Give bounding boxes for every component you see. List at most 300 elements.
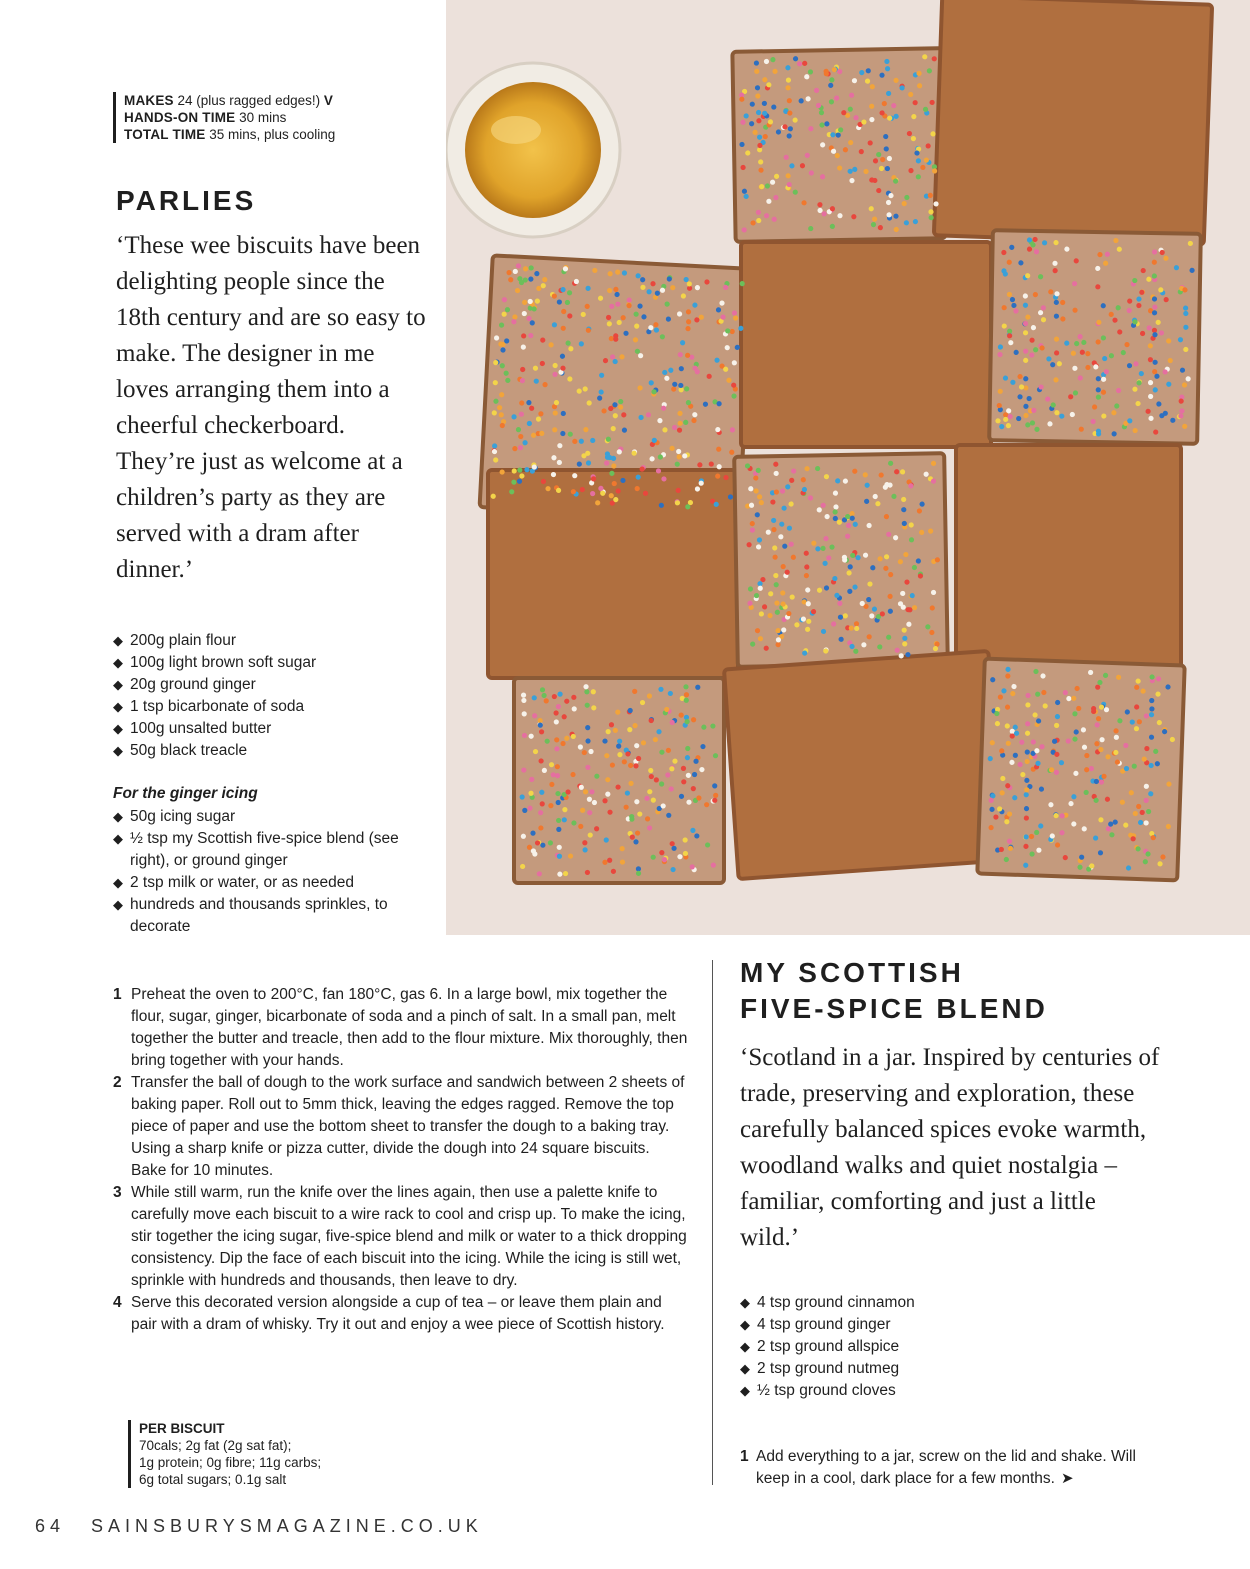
sprinkle xyxy=(538,810,543,815)
sprinkle xyxy=(630,835,635,840)
sprinkle xyxy=(556,818,561,823)
sprinkle xyxy=(649,718,654,723)
sprinkle xyxy=(647,789,652,794)
sprinkle xyxy=(615,784,620,789)
sprinkle xyxy=(607,810,612,815)
sprinkle xyxy=(578,824,583,829)
sprinkle xyxy=(585,870,590,875)
sprinkle xyxy=(664,707,669,712)
sprinkle xyxy=(693,759,698,764)
sprinkle xyxy=(636,866,641,871)
ingredient-text: 50g black treacle xyxy=(130,742,248,759)
sprinkle xyxy=(594,774,599,779)
sprinkle xyxy=(532,713,537,718)
ingredients-list xyxy=(113,630,433,762)
sprinkle xyxy=(651,798,656,803)
ingredient-text: 2 tsp ground allspice xyxy=(757,1338,900,1355)
sprinkle xyxy=(656,729,661,734)
ingredient-item xyxy=(740,1358,1040,1380)
sprinkle xyxy=(548,803,553,808)
sprinkle xyxy=(685,746,690,751)
sprinkle xyxy=(672,759,677,764)
sprinkle xyxy=(533,749,538,754)
sprinkle xyxy=(666,813,671,818)
icing-ingredients-list xyxy=(113,806,423,938)
sprinkle xyxy=(522,711,527,716)
sprinkle xyxy=(628,763,633,768)
sprinkle xyxy=(602,798,607,803)
recipe-meta xyxy=(113,92,335,143)
sprinkle xyxy=(583,789,588,794)
nutrition-line: 70cals; 2g fat (2g sat fat); xyxy=(139,1438,292,1453)
sprinkle xyxy=(637,811,642,816)
page-number: 64 xyxy=(35,1516,66,1536)
hands-on-label: HANDS-ON TIME xyxy=(124,110,236,125)
sprinkle xyxy=(683,837,688,842)
blend-method-list xyxy=(740,1446,1160,1490)
sprinkle xyxy=(677,854,682,859)
sprinkle xyxy=(635,830,640,835)
method-list xyxy=(113,984,688,1336)
sprinkle xyxy=(556,827,561,832)
step-number: 1 xyxy=(113,986,122,1003)
website-link[interactable]: SAINSBURYSMAGAZINE.CO.UK xyxy=(91,1516,483,1536)
sprinkle xyxy=(620,846,625,851)
plain-biscuit xyxy=(956,445,1181,670)
total-time-value: 35 mins, plus cooling xyxy=(205,127,336,142)
ingredient-item xyxy=(113,630,433,652)
sprinkle xyxy=(560,741,565,746)
sprinkle xyxy=(644,796,649,801)
nutrition-info xyxy=(128,1420,321,1488)
iced-biscuit xyxy=(734,453,948,667)
sprinkle xyxy=(554,719,559,724)
sprinkle xyxy=(584,689,589,694)
ingredient-item xyxy=(113,696,433,718)
sprinkle xyxy=(604,753,609,758)
bullet-diamond-icon: ◆ xyxy=(740,1339,750,1354)
bullet-diamond-icon: ◆ xyxy=(113,743,123,758)
sprinkle xyxy=(537,871,542,876)
sprinkle xyxy=(544,698,549,703)
bullet-diamond-icon: ◆ xyxy=(113,831,123,846)
sprinkle xyxy=(552,694,557,699)
sprinkle xyxy=(701,725,706,730)
sprinkle xyxy=(556,704,561,709)
bullet-diamond-icon: ◆ xyxy=(113,633,123,648)
sprinkle xyxy=(562,817,567,822)
sprinkle xyxy=(529,734,534,739)
sprinkle xyxy=(684,698,689,703)
ingredient-text: hundreds and thousands sprinkles, to decorate xyxy=(130,896,388,935)
sprinkle xyxy=(542,693,547,698)
recipe-intro: ‘These wee biscuits have been delighting people since the 18th century and are so easy to make. The designer in me loves arranging them into a cheerful checkerboard. They’re just as welcome at a children’s party as they are served with a dram after dinner.’ xyxy=(116,232,426,583)
bullet-diamond-icon: ◆ xyxy=(113,897,123,912)
sprinkle xyxy=(520,864,525,869)
step-text: While still warm, run the knife over the lines again, then use a palette knife to carefully move each biscuit to a wire rack to cool and crisp up. To make the icing, stir together the icing sugar, five-spice blend and milk or water to a thick dropping consistency. Dip the face of each biscuit into the icing. While the icing is still wet, sprinkle with hundreds and thousands, then leave to dry. xyxy=(131,1184,687,1289)
sprinkle xyxy=(538,718,543,723)
sprinkle xyxy=(606,729,611,734)
bullet-diamond-icon: ◆ xyxy=(113,721,123,736)
sprinkle xyxy=(627,727,632,732)
sprinkle xyxy=(622,759,627,764)
sprinkle xyxy=(588,749,593,754)
sprinkle xyxy=(521,693,526,698)
nutrition-line: 1g protein; 0g fibre; 11g carbs; xyxy=(139,1455,322,1470)
sprinkle xyxy=(557,854,562,859)
sprinkle xyxy=(679,712,684,717)
sprinkle xyxy=(662,857,667,862)
total-time-line xyxy=(124,126,335,143)
sprinkle xyxy=(690,864,695,869)
bullet-diamond-icon: ◆ xyxy=(740,1383,750,1398)
plain-biscuit xyxy=(934,0,1212,245)
sprinkle xyxy=(587,797,592,802)
sprinkle xyxy=(602,738,607,743)
hands-on-value: 30 mins xyxy=(235,110,287,125)
sprinkle xyxy=(628,781,633,786)
sprinkle xyxy=(604,837,609,842)
sprinkle xyxy=(570,772,575,777)
ingredient-item xyxy=(113,872,423,894)
sprinkle xyxy=(620,859,625,864)
ingredient-item xyxy=(113,718,433,740)
step-text: Add everything to a jar, screw on the lid and shake. Will keep in a cool, dark place for a few months. xyxy=(756,1448,1136,1487)
step-text: Preheat the oven to 200°C, fan 180°C, gas 6. In a large bowl, mix together the flour, sugar, ginger, bicarbonate of soda and a pinch of salt. In a small pan, melt together the butter and treacle, then add to the flour mixture. Mix thoroughly, then bring together with your hands. xyxy=(131,986,688,1069)
sprinkle xyxy=(527,806,532,811)
bullet-diamond-icon: ◆ xyxy=(740,1317,750,1332)
blend-ingredients-list xyxy=(740,1292,1040,1402)
sprinkle xyxy=(585,725,590,730)
step-number: 1 xyxy=(740,1448,749,1465)
sprinkle xyxy=(684,692,689,697)
sprinkle xyxy=(613,728,618,733)
sprinkle xyxy=(571,734,576,739)
ingredient-text: 100g light brown soft sugar xyxy=(130,654,317,671)
sprinkle xyxy=(591,705,596,710)
sprinkle xyxy=(538,723,543,728)
sprinkle xyxy=(704,802,709,807)
sprinkle xyxy=(636,871,641,876)
sprinkle xyxy=(538,825,543,830)
sprinkle xyxy=(679,794,684,799)
nutrition-line: 6g total sugars; 0.1g salt xyxy=(139,1472,287,1487)
sprinkle xyxy=(540,801,545,806)
sprinkle xyxy=(648,768,653,773)
sprinkle xyxy=(695,685,700,690)
step-text: Transfer the ball of dough to the work surface and sandwich between 2 sheets of baking paper. Roll out to 5mm thick, leaving the edges ragged. Remove the top piece of paper and use the bottom sheet to transfer the dough to a baking tray. Using a sharp knife or pizza cutter, divide the dough into 24 square biscuits. Bake for 10 minutes. xyxy=(131,1074,685,1179)
sprinkle xyxy=(521,767,526,772)
bullet-diamond-icon: ◆ xyxy=(113,875,123,890)
sprinkle xyxy=(554,746,559,751)
sprinkle xyxy=(624,805,629,810)
sprinkle xyxy=(532,695,537,700)
sprinkle xyxy=(633,763,638,768)
iced-biscuit xyxy=(514,678,724,883)
sprinkle xyxy=(521,834,526,839)
sprinkle xyxy=(540,687,545,692)
sprinkle xyxy=(522,733,527,738)
sprinkle xyxy=(562,714,567,719)
ingredient-item xyxy=(113,894,423,938)
biscuits-photo xyxy=(446,0,1250,935)
bullet-diamond-icon: ◆ xyxy=(740,1295,750,1310)
sprinkle xyxy=(692,772,697,777)
sprinkle xyxy=(605,792,610,797)
sprinkle xyxy=(579,785,584,790)
sprinkle xyxy=(530,831,535,836)
sprinkle xyxy=(556,800,561,805)
sprinkle xyxy=(554,737,559,742)
sprinkle xyxy=(551,772,556,777)
sprinkle xyxy=(554,710,559,715)
sprinkle xyxy=(636,756,641,761)
sprinkle xyxy=(583,847,588,852)
makes-value: 24 (plus ragged edges!) xyxy=(173,93,324,108)
method-step xyxy=(113,1072,688,1182)
sprinkle xyxy=(549,762,554,767)
sprinkle xyxy=(658,687,663,692)
bullet-diamond-icon: ◆ xyxy=(113,655,123,670)
sprinkle xyxy=(617,739,622,744)
sprinkle xyxy=(585,765,590,770)
step-number: 2 xyxy=(113,1074,122,1091)
sprinkle xyxy=(640,700,645,705)
sprinkle xyxy=(555,773,560,778)
sprinkle xyxy=(557,692,562,697)
sprinkle xyxy=(634,799,639,804)
sprinkle xyxy=(699,767,704,772)
method-step xyxy=(113,984,688,1072)
continue-arrow-icon: ➤ xyxy=(1060,1470,1074,1487)
sprinkle xyxy=(607,858,612,863)
sprinkle xyxy=(691,786,696,791)
sprinkle xyxy=(683,851,688,856)
sprinkle xyxy=(670,867,675,872)
sprinkle xyxy=(583,684,588,689)
sprinkle xyxy=(669,786,674,791)
step-text: Serve this decorated version alongside a cup of tea – or leave them plain and pair with a dram of whisky. Try it out and enjoy a wee piece of Scottish history. xyxy=(131,1294,665,1333)
sprinkle xyxy=(671,846,676,851)
sprinkle xyxy=(527,845,532,850)
sprinkle xyxy=(705,842,710,847)
sprinkle xyxy=(594,826,599,831)
sprinkle xyxy=(685,755,690,760)
sprinkle xyxy=(568,853,573,858)
step-number: 3 xyxy=(113,1184,122,1201)
sprinkle xyxy=(696,795,701,800)
ingredient-item xyxy=(740,1314,1040,1336)
ingredient-item xyxy=(113,806,423,828)
sprinkle xyxy=(585,738,590,743)
sprinkle xyxy=(659,781,664,786)
blend-intro: ‘Scotland in a jar. Inspired by centuries of trade, preserving and exploration, these carefully balanced spices evoke warmth, woodland walks and quiet nostalgia – familiar, comforting and just a little wild.’ xyxy=(740,1044,1160,1251)
icing-heading: For the ginger icing xyxy=(113,785,258,802)
sprinkle xyxy=(647,825,652,830)
sprinkle xyxy=(691,717,696,722)
sprinkle xyxy=(681,766,686,771)
sprinkle xyxy=(661,803,666,808)
sprinkle xyxy=(582,750,587,755)
sprinkle xyxy=(539,790,544,795)
sprinkle xyxy=(632,723,637,728)
sprinkle xyxy=(540,843,545,848)
sprinkle xyxy=(690,828,695,833)
bullet-diamond-icon: ◆ xyxy=(113,809,123,824)
method-step xyxy=(113,1182,688,1292)
sprinkle xyxy=(659,850,664,855)
sprinkle xyxy=(602,860,607,865)
sprinkle xyxy=(712,798,717,803)
sprinkle xyxy=(685,719,690,724)
ingredient-text: ½ tsp ground cloves xyxy=(757,1382,896,1399)
ingredient-item xyxy=(740,1336,1040,1358)
sprinkle xyxy=(654,777,659,782)
sprinkle xyxy=(625,751,630,756)
ingredient-text: 200g plain flour xyxy=(130,632,236,649)
vegetarian-badge: V xyxy=(323,93,334,108)
sprinkle xyxy=(564,699,569,704)
sprinkle xyxy=(610,762,615,767)
sprinkle xyxy=(549,782,554,787)
sprinkle xyxy=(659,750,664,755)
sprinkle xyxy=(605,777,610,782)
sprinkle xyxy=(670,841,675,846)
sprinkle xyxy=(539,729,544,734)
sprinkle xyxy=(651,855,656,860)
blend-title xyxy=(740,955,1160,1027)
ingredient-item xyxy=(740,1292,1040,1314)
sprinkle xyxy=(712,783,717,788)
plain-biscuit xyxy=(724,651,1003,879)
makes-line xyxy=(124,92,335,109)
sprinkle xyxy=(589,789,594,794)
ingredient-text: 4 tsp ground ginger xyxy=(757,1316,891,1333)
page-footer xyxy=(35,1516,483,1537)
sprinkle xyxy=(557,845,562,850)
ingredient-text: 50g icing sugar xyxy=(130,808,236,825)
sprinkle xyxy=(641,740,646,745)
sprinkle xyxy=(611,869,616,874)
sprinkle xyxy=(666,748,671,753)
ingredient-text: ½ tsp my Scottish five-spice blend (see right), or ground ginger xyxy=(130,830,399,869)
ingredient-text: 100g unsalted butter xyxy=(130,720,272,737)
sprinkle xyxy=(572,706,577,711)
sprinkle xyxy=(528,791,533,796)
sprinkle xyxy=(531,848,536,853)
sprinkle xyxy=(628,708,633,713)
sprinkle xyxy=(591,689,596,694)
column-divider xyxy=(712,960,713,1485)
sprinkle xyxy=(710,723,715,728)
sprinkle xyxy=(669,766,674,771)
sprinkle xyxy=(649,774,654,779)
ingredient-item xyxy=(113,828,423,872)
sprinkle xyxy=(564,736,569,741)
ingredient-text: 2 tsp milk or water, or as needed xyxy=(130,874,355,891)
sprinkle xyxy=(625,790,630,795)
sprinkle xyxy=(580,808,585,813)
sprinkle xyxy=(535,840,540,845)
ingredient-text: 20g ground ginger xyxy=(130,676,256,693)
sprinkle xyxy=(521,698,526,703)
sprinkle xyxy=(542,768,547,773)
sprinkle xyxy=(520,794,525,799)
sprinkle xyxy=(592,800,597,805)
sprinkle xyxy=(629,817,634,822)
bullet-diamond-icon: ◆ xyxy=(113,677,123,692)
sprinkle xyxy=(616,744,621,749)
ingredient-text: 4 tsp ground cinnamon xyxy=(757,1294,915,1311)
biscuits-illustration xyxy=(446,0,1250,935)
ingredient-item xyxy=(740,1380,1040,1402)
sprinkle xyxy=(632,689,637,694)
makes-label: MAKES xyxy=(124,93,174,108)
sprinkle xyxy=(615,710,620,715)
sprinkle xyxy=(713,793,718,798)
sprinkle xyxy=(694,833,699,838)
sprinkle xyxy=(700,744,705,749)
bullet-diamond-icon: ◆ xyxy=(740,1361,750,1376)
sprinkle xyxy=(713,753,718,758)
sprinkle xyxy=(683,684,688,689)
step-number: 4 xyxy=(113,1294,122,1311)
sprinkle xyxy=(647,693,652,698)
sprinkle xyxy=(522,808,527,813)
sprinkle xyxy=(557,872,562,877)
blend-title-line: MY SCOTTISH xyxy=(740,957,964,988)
sprinkle xyxy=(609,722,614,727)
sprinkle xyxy=(686,773,691,778)
sprinkle xyxy=(548,840,553,845)
sprinkle xyxy=(645,816,650,821)
ingredient-item xyxy=(113,740,433,762)
ingredient-text: 2 tsp ground nutmeg xyxy=(757,1360,900,1377)
sprinkle xyxy=(545,739,550,744)
method-step xyxy=(740,1446,1160,1490)
sprinkle xyxy=(562,807,567,812)
sprinkle xyxy=(555,791,560,796)
sprinkle xyxy=(588,832,593,837)
sprinkle xyxy=(585,703,590,708)
plain-biscuit xyxy=(741,242,991,447)
sprinkle xyxy=(582,840,587,845)
sprinkle xyxy=(633,839,638,844)
ingredient-text: 1 tsp bicarbonate of soda xyxy=(130,698,305,715)
sprinkle xyxy=(529,777,534,782)
sprinkle xyxy=(617,752,622,757)
sprinkle xyxy=(565,789,570,794)
whisky-glass xyxy=(446,63,620,237)
nutrition-heading: PER BISCUIT xyxy=(139,1421,225,1436)
ingredient-item xyxy=(113,652,433,674)
ingredient-item xyxy=(113,674,433,696)
sprinkle xyxy=(665,772,670,777)
sprinkle xyxy=(571,695,576,700)
recipe-title: PARLIES xyxy=(116,185,257,216)
total-time-label: TOTAL TIME xyxy=(124,127,206,142)
sprinkle xyxy=(563,871,568,876)
hands-on-line xyxy=(124,109,335,126)
blend-title-line: FIVE-SPICE BLEND xyxy=(740,993,1048,1024)
sprinkle xyxy=(634,743,639,748)
sprinkle xyxy=(711,863,716,868)
sprinkle xyxy=(587,810,592,815)
sprinkle xyxy=(686,800,691,805)
sprinkle xyxy=(578,744,583,749)
sprinkle xyxy=(668,691,673,696)
sprinkle xyxy=(571,820,576,825)
